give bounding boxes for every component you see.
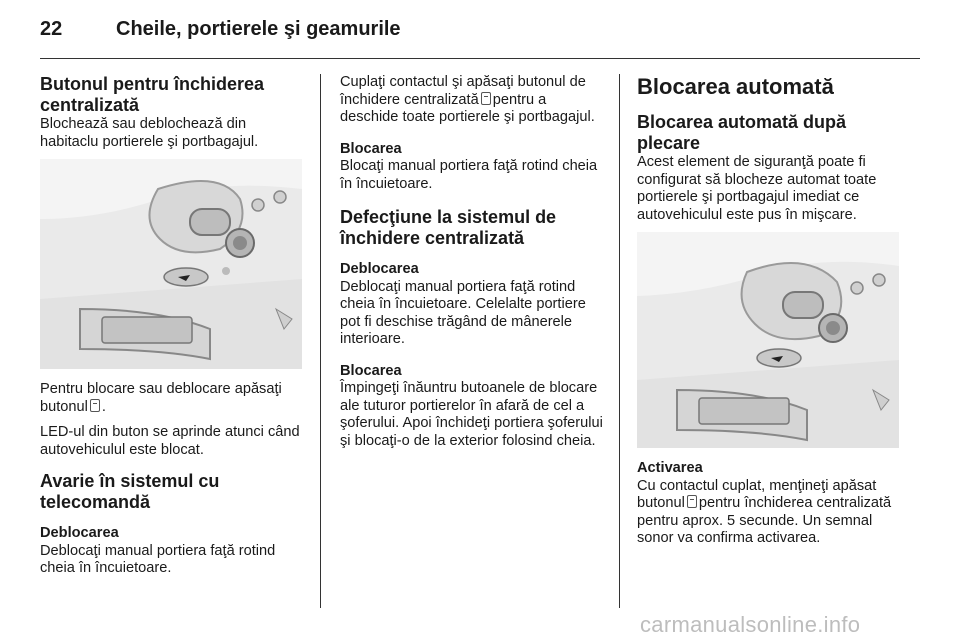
sub-heading-lock: Blocarea: [340, 140, 402, 157]
column-divider-2: [619, 74, 620, 608]
central-lock-key-icon: [687, 495, 697, 508]
sub-heading-activation: Activarea: [637, 460, 703, 476]
lock-instruction-end: .: [101, 398, 106, 415]
column-divider-1: [320, 74, 321, 608]
auto-lock-intro: Acest element de siguranţă poate fi configurat să blocheze automat toate portierele şi portbagajul imediat ce autovehiculul este pus în mişcare.: [637, 154, 877, 223]
main-heading-auto-lock: Blocarea automată: [637, 74, 834, 99]
lock-text: Blocaţi manual portiera faţă rotind cheia în încuietoare.: [340, 158, 598, 192]
column-1: [40, 74, 308, 586]
sub-heading-unlock-2: Deblocarea: [340, 261, 419, 277]
lock-instruction: [40, 381, 308, 416]
page-number: 22: [40, 18, 63, 40]
section-heading-central-lock-fault: Defecţiune la sistemul de închidere centralizată: [340, 207, 557, 248]
sub-heading-lock-2: Blocarea: [340, 362, 402, 379]
lock-instruction-text: Pentru blocare sau deblocare apăsaţi butonul: [40, 381, 282, 415]
activation-text: [637, 478, 905, 548]
lock-text-2: Împingeţi înăuntru butoanele de blocare ale tuturor portierelor în afară de cel a şoferului. Apoi închideţi portiera şoferului şi blocaţi-o de la exterior folosind cheia.: [340, 380, 603, 449]
section-heading-auto-lock-after-start: Blocarea automată după plecare: [637, 112, 847, 153]
column-2: [340, 74, 608, 458]
central-lock-key-icon: [90, 399, 100, 412]
illustration-ceiling-console-2: [637, 232, 899, 448]
illustration-ceiling-console: [40, 159, 302, 369]
intro-text: Blochează sau deblochează din habitaclu portierele şi portbagajul.: [40, 116, 259, 150]
watermark: carmanualsonline.info: [640, 612, 861, 637]
activation-text-start: Cu contactul cuplat, menţineţi apăsat butonul: [637, 477, 877, 511]
ignition-instruction: [340, 74, 608, 127]
ignition-instruction-text: Cuplaţi contactul şi apăsaţi butonul de închidere centralizată: [340, 74, 586, 108]
activation-text-end: pentru închiderea centralizată pentru aprox. 5 secunde. Un semnal sonor va confirma activarea.: [637, 495, 892, 546]
ignition-instruction-end: pentru a deschide toate portierele şi portbagajul.: [340, 91, 595, 125]
central-lock-key-icon: [481, 92, 491, 105]
unlock-text-2: Deblocaţi manual portiera faţă rotind cheia în încuietoare. Celelalte portiere pot fi deschise trăgând de mânerele interioare.: [340, 278, 586, 347]
page-header: [40, 18, 920, 58]
sub-heading-unlock: Deblocarea: [40, 525, 119, 541]
column-3: [637, 74, 905, 556]
section-heading-remote-failure: Avarie în sistemul cu telecomandă: [40, 471, 220, 512]
section-heading-central-lock-button: Butonul pentru închiderea centralizată: [40, 74, 265, 115]
header-rule: [40, 58, 920, 59]
unlock-text: Deblocaţi manual portiera faţă rotind cheia în încuietoare.: [40, 542, 276, 576]
led-info: LED-ul din buton se aprinde atunci când autovehiculul este blocat.: [40, 424, 300, 458]
chapter-title: Cheile, portierele şi geamurile: [116, 18, 401, 40]
